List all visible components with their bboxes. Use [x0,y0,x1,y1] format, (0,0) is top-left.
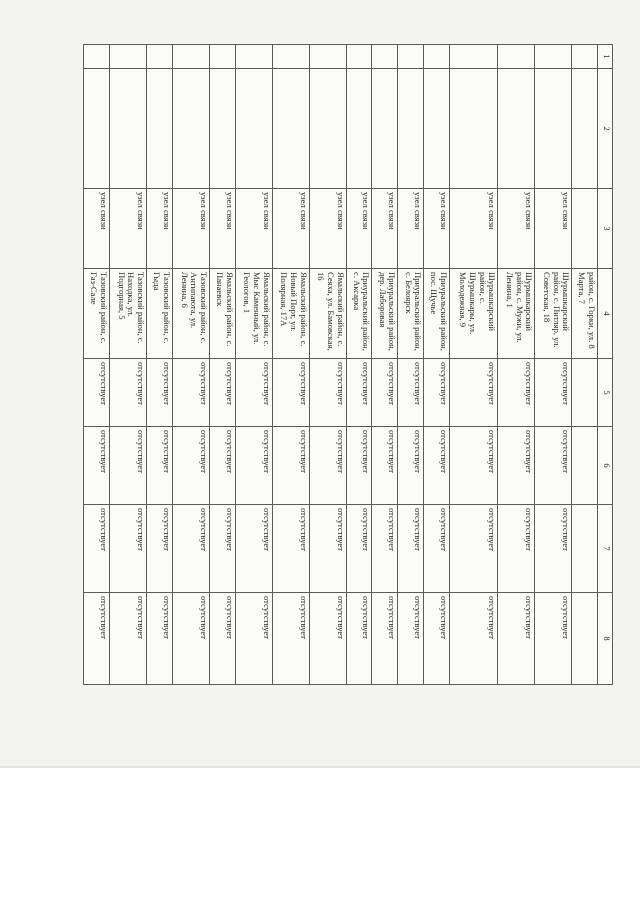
table-cell-col-7 [572,505,598,593]
table-cell-col-5: отсутствует [110,359,147,427]
table-cell-col-3: узел связи [535,189,572,269]
table-row [398,45,424,685]
table-cell-col-4: Приуральский район, дер. Лаборовая [372,269,398,359]
table-cell-col-3: узел связи [110,189,147,269]
table-cell-col-2 [84,69,110,189]
table-cell-col-8: отсутствует [110,593,147,685]
table-cell-col-2 [424,69,450,189]
table-cell-col-1 [110,45,147,69]
table-cell-col-8 [572,593,598,685]
table-cell-col-3: узел связи [235,189,272,269]
table-cell-col-8: отсутствует [172,593,209,685]
table-cell-col-2 [209,69,235,189]
table-cell-col-4: район, с. Горки, ул. 8 Марта, 7 [572,269,598,359]
column-header-1: 1 [598,45,613,69]
table-cell-col-6 [572,427,598,505]
table-cell-col-3: узел связи [424,189,450,269]
table-cell-col-3: узел связи [372,189,398,269]
table-cell-col-7: отсутствует [346,505,372,593]
table-cell-col-8: отсутствует [424,593,450,685]
table-cell-col-7: отсутствует [147,505,173,593]
table-cell-col-4: Тазовский район, с. Газ-Сале [84,269,110,359]
table-cell-col-5: отсутствует [372,359,398,427]
table-cell-col-7: отсутствует [209,505,235,593]
table-cell-col-5: отсутствует [309,359,346,427]
table-cell-col-5: отсутствует [449,359,497,427]
table-cell-col-5: отсутствует [147,359,173,427]
table-cell-col-7: отсутствует [272,505,309,593]
table-cell-col-3: узел связи [398,189,424,269]
table-cell-col-5: отсутствует [346,359,372,427]
table-cell-col-1 [147,45,173,69]
table-row [498,45,535,685]
column-header-5: 5 [598,359,613,427]
table-cell-col-2 [309,69,346,189]
table-cell-col-4: Ямальский район, с. Новый Порт, ул. Полярная, 17А [272,269,309,359]
table-cell-col-6: отсутствует [84,427,110,505]
table-row [272,45,309,685]
table-cell-col-1 [235,45,272,69]
table-cell-col-1 [84,45,110,69]
table-row [449,45,497,685]
table-cell-col-2 [110,69,147,189]
table-cell-col-4: Приуральский район, пос. Щучье [424,269,450,359]
table-cell-col-4: Тазовский район, с. Антипаюта, ул. Ленина, 6 [172,269,209,359]
table-cell-col-1 [398,45,424,69]
column-header-8: 8 [598,593,613,685]
table-cell-col-2 [398,69,424,189]
table-cell-col-8: отсутствует [272,593,309,685]
table-cell-col-8: отсутствует [449,593,497,685]
table-cell-col-6: отсутствует [535,427,572,505]
table-cell-col-6: отсутствует [110,427,147,505]
table-cell-col-5: отсутствует [424,359,450,427]
table-cell-col-8: отсутствует [84,593,110,685]
table-cell-col-8: отсутствует [309,593,346,685]
table-row [309,45,346,685]
table-cell-col-2 [449,69,497,189]
table-cell-col-4: Ямальский район, с. Сеяха, ул. Бамовская, 16 [309,269,346,359]
table-row [346,45,372,685]
table-cell-col-4: Ямальский район, с. Мыс Каменный, ул. Геологов, 1 [235,269,272,359]
table-cell-col-6: отсутствует [272,427,309,505]
table-cell-col-6: отсутствует [309,427,346,505]
table-cell-col-3: узел связи [84,189,110,269]
table-cell-col-8: отсутствует [209,593,235,685]
table-cell-col-2 [147,69,173,189]
table-row [535,45,572,685]
table-cell-col-3: узел связи [272,189,309,269]
table-cell-col-5: отсутствует [535,359,572,427]
table-cell-col-2 [572,69,598,189]
table-cell-col-8: отсутствует [235,593,272,685]
table-cell-col-4: Шурышкарский район, с. Питляр, ул. Советская, 18 [535,269,572,359]
table-row [572,45,598,685]
table-cell-col-6: отсутствует [498,427,535,505]
table-body [84,45,598,685]
table-row [84,45,110,685]
column-header-3: 3 [598,189,613,269]
table-cell-col-8: отсутствует [535,593,572,685]
table-cell-col-7: отсутствует [424,505,450,593]
scan-edge [0,766,640,768]
table-row [235,45,272,685]
table-cell-col-4: Шурышкарский район, с. Шурышкары, ул. Молодежная, 9 [449,269,497,359]
table-cell-col-1 [372,45,398,69]
table-cell-col-2 [172,69,209,189]
table-row [372,45,398,685]
table-cell-col-4: Приуральский район, с. Белоярск [398,269,424,359]
table-cell-col-3: узел связи [309,189,346,269]
table-cell-col-6: отсутствует [372,427,398,505]
table-cell-col-7: отсутствует [235,505,272,593]
table-cell-col-5: отсутствует [172,359,209,427]
table-cell-col-6: отсутствует [209,427,235,505]
column-header-7: 7 [598,505,613,593]
table-cell-col-7: отсутствует [535,505,572,593]
table-cell-col-1 [424,45,450,69]
table-cell-col-3: узел связи [147,189,173,269]
table-cell-col-7: отсутствует [449,505,497,593]
table-cell-col-1 [498,45,535,69]
table-cell-col-2 [235,69,272,189]
table-cell-col-7: отсутствует [110,505,147,593]
table-cell-col-5: отсутствует [272,359,309,427]
table-row [172,45,209,685]
table-row [110,45,147,685]
table-cell-col-1 [209,45,235,69]
table-cell-col-2 [346,69,372,189]
table-cell-col-4: Тазовский район, с. Гыда [147,269,173,359]
header-row [598,45,613,685]
table-row [209,45,235,685]
table-cell-col-5: отсутствует [398,359,424,427]
table-cell-col-3: узел связи [498,189,535,269]
table-cell-col-4: Тазовский район, с. Находка, ул. Подгорная, 5 [110,269,147,359]
table-cell-col-4: Шурышкарский район, с. Мужи, ул. Ленина, 1 [498,269,535,359]
table-cell-col-1 [449,45,497,69]
table-cell-col-6: отсутствует [449,427,497,505]
column-header-2: 2 [598,69,613,189]
table-cell-col-5: отсутствует [209,359,235,427]
table-cell-col-8: отсутствует [346,593,372,685]
table-cell-col-2 [498,69,535,189]
table-cell-col-8: отсутствует [147,593,173,685]
table-cell-col-8: отсутствует [372,593,398,685]
table-row [424,45,450,685]
table-cell-col-2 [372,69,398,189]
table-cell-col-5: отсутствует [498,359,535,427]
table-cell-col-1 [172,45,209,69]
data-table [83,44,613,685]
table-cell-col-3: узел связи [346,189,372,269]
table-cell-col-3: узел связи [209,189,235,269]
table-cell-col-4: Ямальский район, с. Панаевск [209,269,235,359]
table-cell-col-8: отсутствует [498,593,535,685]
table-cell-col-7: отсутствует [398,505,424,593]
table-row [147,45,173,685]
table-cell-col-5: отсутствует [235,359,272,427]
table-cell-col-8: отсутствует [398,593,424,685]
table-cell-col-7: отсутствует [172,505,209,593]
table-cell-col-3: узел связи [449,189,497,269]
table-cell-col-6: отсутствует [147,427,173,505]
table-cell-col-5 [572,359,598,427]
table-cell-col-6: отсутствует [235,427,272,505]
table-cell-col-1 [346,45,372,69]
table-cell-col-3: узел связи [172,189,209,269]
column-header-6: 6 [598,427,613,505]
table-cell-col-6: отсутствует [424,427,450,505]
table-cell-col-7: отсутствует [498,505,535,593]
table-cell-col-7: отсутствует [309,505,346,593]
rotated-table-container [83,44,613,684]
table-cell-col-1 [572,45,598,69]
table-cell-col-6: отсутствует [172,427,209,505]
table-cell-col-2 [535,69,572,189]
table-cell-col-7: отсутствует [372,505,398,593]
table-cell-col-1 [272,45,309,69]
table-cell-col-3 [572,189,598,269]
table-cell-col-1 [309,45,346,69]
table-cell-col-6: отсутствует [398,427,424,505]
table-cell-col-5: отсутствует [84,359,110,427]
table-cell-col-4: Приуральский район, с. Аксарка [346,269,372,359]
column-header-4: 4 [598,269,613,359]
table-cell-col-2 [272,69,309,189]
table-cell-col-7: отсутствует [84,505,110,593]
table-cell-col-6: отсутствует [346,427,372,505]
table-cell-col-1 [535,45,572,69]
